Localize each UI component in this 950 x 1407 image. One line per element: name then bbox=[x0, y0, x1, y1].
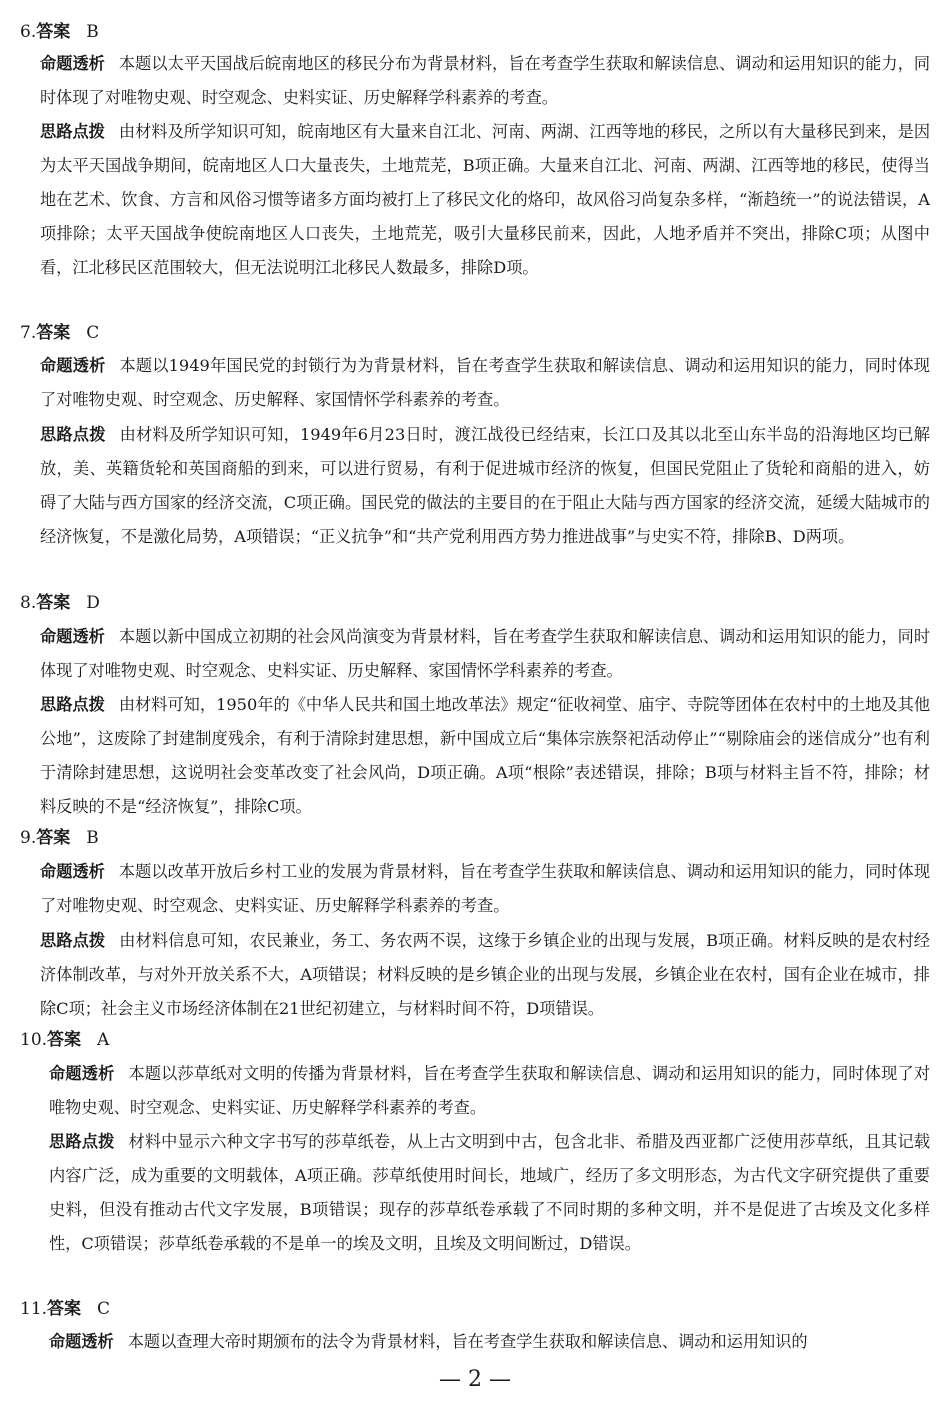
reasoning-paragraph bbox=[40, 115, 930, 285]
reasoning-text: 由材料信息可知，农民兼业，务工、务农两不误，这缘于乡镇企业的出现与发展，B项正确。材料反映的是农村经济体制改革，与对外开放关系不大，A项错误；材料反映的是乡镇企业的出现与发展，乡镇企业在农村，国有企业在城市，排除C项；社会主义市场经济体制在21世纪初建立，与材料时间不符，D项错误。 bbox=[40, 931, 930, 1018]
question-number: 7. bbox=[20, 323, 37, 343]
answer-label: 答案 bbox=[36, 323, 71, 343]
reasoning-label: 思路点拨 bbox=[40, 425, 106, 444]
analysis-text: 本题以莎草纸对文明的传播为背景材料，旨在考查学生获取和解读信息、调动和运用知识的能力，同时体现了对唯物史观、时空观念、史料实证、历史解释学科素养的考查。 bbox=[49, 1064, 931, 1117]
answer-line bbox=[20, 21, 99, 43]
reasoning-text: 由材料可知，1950年的《中华人民共和国土地改革法》规定“征收祠堂、庙宇、寺院等团体在农村中的土地及其他公地”，这废除了封建制度残余，有利于清除封建思想，新中国成立后“集体宗族祭祀活动停止”“剔除庙会的迷信成分”也有利于清除封建思想，这说明社会变革改变了社会风尚，D项正确。A项“根除”表述错误，排除；B项与材料主旨不符，排除；材料反映的不是“经济恢复”，排除C项。 bbox=[40, 695, 931, 816]
analysis-text: 本题以新中国成立初期的社会风尚演变为背景材料，旨在考查学生获取和解读信息、调动和运用知识的能力，同时体现了对唯物史观、时空观念、史料实证、历史解释、家国情怀学科素养的考查。 bbox=[40, 627, 931, 680]
answer-value: D bbox=[86, 593, 100, 613]
page-number: — 2 — bbox=[439, 1367, 511, 1392]
question-number: 11. bbox=[20, 1299, 48, 1319]
answer-label: 答案 bbox=[47, 1299, 82, 1319]
reasoning-paragraph bbox=[49, 1125, 930, 1261]
answer-label: 答案 bbox=[36, 828, 71, 848]
analysis-paragraph bbox=[40, 349, 930, 417]
question-number: 6. bbox=[20, 22, 37, 42]
question-number: 8. bbox=[20, 593, 37, 613]
analysis-text: 本题以1949年国民党的封锁行为为背景材料，旨在考查学生获取和解读信息、调动和运用知识的能力，同时体现了对唯物史观、时空观念、历史解释、家国情怀学科素养的考查。 bbox=[40, 356, 930, 409]
reasoning-label: 思路点拨 bbox=[40, 695, 105, 714]
analysis-label: 命题透析 bbox=[40, 54, 105, 73]
analysis-label: 命题透析 bbox=[40, 627, 105, 646]
analysis-label: 命题透析 bbox=[40, 356, 106, 375]
question-number: 10. bbox=[20, 1030, 48, 1050]
answer-value: A bbox=[97, 1030, 110, 1050]
reasoning-label: 思路点拨 bbox=[40, 931, 106, 950]
answer-line bbox=[20, 1029, 109, 1051]
answer-label: 答案 bbox=[36, 22, 71, 42]
analysis-paragraph bbox=[49, 1325, 930, 1359]
answer-value: C bbox=[97, 1299, 111, 1319]
analysis-paragraph bbox=[40, 47, 930, 115]
answer-line bbox=[20, 592, 100, 614]
analysis-label: 命题透析 bbox=[49, 1332, 114, 1351]
analysis-text: 本题以太平天国战后皖南地区的移民分布为背景材料，旨在考查学生获取和解读信息、调动和运用知识的能力，同时体现了对唯物史观、时空观念、史料实证、历史解释学科素养的考查。 bbox=[40, 54, 931, 107]
answer-label: 答案 bbox=[47, 1030, 82, 1050]
analysis-paragraph bbox=[49, 1057, 930, 1125]
analysis-paragraph bbox=[40, 620, 930, 688]
reasoning-paragraph bbox=[40, 418, 930, 554]
answer-value: B bbox=[86, 828, 99, 848]
analysis-label: 命题透析 bbox=[40, 862, 105, 881]
analysis-label: 命题透析 bbox=[49, 1064, 115, 1083]
reasoning-paragraph bbox=[40, 924, 930, 1026]
reasoning-text: 由材料及所学知识可知，皖南地区有大量来自江北、河南、两湖、江西等地的移民，之所以有大量移民到来，是因为太平天国战争期间，皖南地区人口大量丧失，土地荒芜，B项正确。大量来自江北、河南、两湖、江西等地的移民，使得当地在艺术、饮食、方言和风俗习惯等诸多方面均被打上了移民文化的烙印，故风俗习尚复杂多样，“渐趋统一”的说法错误，A项排除；太平天国战争使皖南地区人口丧失，土地荒芜，吸引大量移民前来，因此，人地矛盾并不突出，排除C项；从图中看，江北移民区范围较大，但无法说明江北移民人数最多，排除D项。 bbox=[40, 122, 931, 277]
answer-value: B bbox=[86, 22, 99, 42]
answer-line bbox=[20, 827, 99, 849]
reasoning-label: 思路点拨 bbox=[49, 1132, 115, 1151]
analysis-text: 本题以改革开放后乡村工业的发展为背景材料，旨在考查学生获取和解读信息、调动和运用知识的能力，同时体现了对唯物史观、时空观念、史料实证、历史解释学科素养的考查。 bbox=[40, 862, 931, 915]
reasoning-paragraph bbox=[40, 688, 930, 824]
reasoning-label: 思路点拨 bbox=[40, 122, 105, 141]
analysis-paragraph bbox=[40, 855, 930, 923]
answer-value: C bbox=[86, 323, 100, 343]
answer-line bbox=[20, 1298, 110, 1320]
question-number: 9. bbox=[20, 828, 37, 848]
answer-label: 答案 bbox=[36, 593, 71, 613]
reasoning-text: 由材料及所学知识可知，1949年6月23日时，渡江战役已经结束，长江口及其以北至山东半岛的沿海地区均已解放，美、英籍货轮和英国商船的到来，可以进行贸易，有利于促进城市经济的恢复，但国民党阻止了货轮和商船的进入，妨碍了大陆与西方国家的经济交流，C项正确。国民党的做法的主要目的在于阻止大陆与西方国家的经济交流，延缓大陆城市的经济恢复，不是激化局势，A项错误；“正义抗争”和“共产党利用西方势力推进战事”与史实不符，排除B、D两项。 bbox=[40, 425, 930, 546]
reasoning-text: 材料中显示六种文字书写的莎草纸卷，从上古文明到中古，包含北非、希腊及西亚都广泛使用莎草纸，且其记载内容广泛，成为重要的文明载体，A项正确。莎草纸使用时间长，地域广，经历了多文明形态，为古代文字研究提供了重要史料，但没有推动古代文字发展，B项错误；现存的莎草纸卷承载了不同时期的多种文明，并不是促进了古埃及文化多样性，C项错误；莎草纸卷承载的不是单一的埃及文明，且埃及文明间断过，D错误。 bbox=[49, 1132, 931, 1253]
answer-line bbox=[20, 322, 99, 344]
analysis-text: 本题以查理大帝时期颁布的法令为背景材料，旨在考查学生获取和解读信息、调动和运用知识的 bbox=[127, 1332, 808, 1351]
